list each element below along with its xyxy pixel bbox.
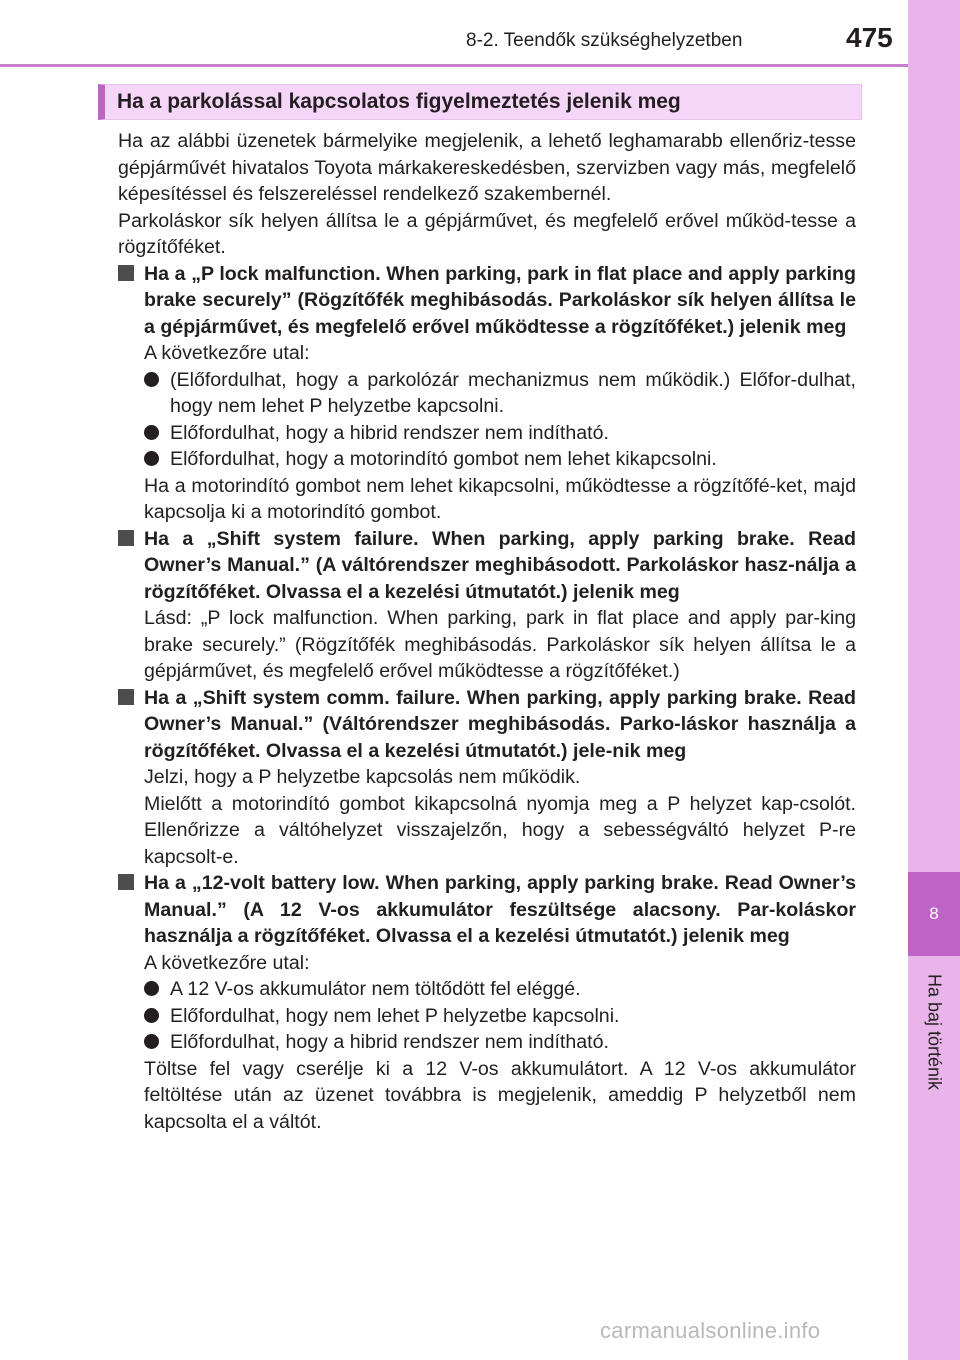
round-bullet-icon: [144, 1008, 159, 1023]
message-heading: Ha a „Shift system comm. failure. When parking, apply parking brake. Read Owner’s Manual.” (Váltórendszer meghibásodás. Parko-láskor használja a rögzítőféket. Olvassa el a kezelési útmutatót.) jele-nik meg: [144, 686, 856, 762]
side-tab-chapter-label: Ha baj történik: [924, 973, 945, 1091]
header-divider: [0, 64, 908, 67]
message-lead: A következőre utal:: [144, 342, 310, 364]
message-paragraph: Ha a motorindító gombot nem lehet kikapcsolni, működtesse a rögzítőfé-ket, majd kapcsolja ki a motorindító gombot.: [144, 474, 856, 523]
message-paragraph: Töltse fel vagy cserélje ki a 12 V-os akkumulátort. A 12 V-os akkumulátor feltöltése után az üzenet továbbra is megjelenik, ameddig P helyzetből nem kapcsolta el a váltót.: [144, 1057, 856, 1133]
message-heading: Ha a „Shift system failure. When parking, apply parking brake. Read Owner’s Manual.” (A váltórendszer meghibásodott. Parkoláskor hasz-nálja a rögzítőféket. Olvassa el a kezelési útmutatót.) jelenik meg: [144, 527, 856, 603]
side-tab-chapter-number: 8: [929, 904, 939, 923]
bullet-text: Előfordulhat, hogy a motorindító gombot nem lehet kikapcsolni.: [170, 448, 717, 470]
message-block: [118, 870, 856, 1135]
section-body: [118, 128, 856, 1135]
intro-paragraph: Parkoláskor sík helyen állítsa le a gépjárművet, és megfelelő erővel működ-tesse a rögzítőféket.: [118, 209, 856, 258]
message-block: [118, 526, 856, 685]
bullet-item: [144, 446, 856, 473]
bullet-text: (Előfordulhat, hogy a parkolózár mechanizmus nem működik.) Előfor-dulhat, hogy nem lehet P helyzetbe kapcsolni.: [170, 368, 856, 417]
message-block: [118, 685, 856, 871]
message-block: [118, 261, 856, 526]
page-header: [0, 0, 908, 66]
bullet-item: [144, 1003, 856, 1030]
bullet-text: Előfordulhat, hogy a hibrid rendszer nem indítható.: [170, 421, 609, 444]
section-heading-box: [98, 84, 862, 120]
message-lead: A következőre utal:: [144, 951, 310, 974]
round-bullet-icon: [144, 425, 159, 440]
bullet-item: [144, 976, 856, 1003]
chapter-title: 8-2. Teendők szükséghelyzetben: [466, 30, 743, 51]
round-bullet-icon: [144, 981, 159, 996]
message-paragraph: Lásd: „P lock malfunction. When parking, park in flat place and apply par-king brake securely.” (Rögzítőfék meghibásodás. Parkoláskor sík helyen állítsa le a gépjárművet, és megfelelő erővel működtesse a rögzítőféket.): [144, 607, 856, 682]
bullet-item: [144, 367, 856, 420]
bullet-text: Előfordulhat, hogy a hibrid rendszer nem indítható.: [170, 1031, 609, 1053]
side-tab-band: [908, 0, 960, 1360]
square-bullet-icon: [118, 874, 134, 890]
page-number: 475: [846, 22, 893, 53]
square-bullet-icon: [118, 265, 134, 281]
section-title: Ha a parkolással kapcsolatos figyelmeztetés jelenik meg: [117, 90, 681, 113]
round-bullet-icon: [144, 451, 159, 466]
square-bullet-icon: [118, 689, 134, 705]
intro-paragraph: Ha az alábbi üzenetek bármelyike megjelenik, a lehető leghamarabb ellenőriz-tesse gépjárművét hivatalos Toyota márkakereskedésben, szervizben vagy más, megfelelő képesítéssel és felszereléssel rendelkező szakembernél.: [118, 130, 856, 205]
round-bullet-icon: [144, 372, 159, 387]
message-heading: Ha a „12-volt battery low. When parking, apply parking brake. Read Owner’s Manual.” (A 12 V-os akkumulátor feszültsége alacsony. Par-koláskor használja a rögzítőféket. Olvassa el a kezelési útmutatót.) jelenik meg: [144, 872, 856, 947]
side-tab-chapter-marker: [908, 872, 960, 956]
square-bullet-icon: [118, 530, 134, 546]
round-bullet-icon: [144, 1034, 159, 1049]
message-heading: Ha a „P lock malfunction. When parking, park in flat place and apply parking brake securely” (Rögzítőfék meghibásodás. Parkoláskor sík helyen állítsa le a gépjárművet, és megfelelő erővel működtesse a rögzítőféket.) jelenik meg: [144, 262, 856, 338]
site-watermark: carmanualsonline.info: [600, 1318, 821, 1343]
message-paragraph: Jelzi, hogy a P helyzetbe kapcsolás nem működik.: [144, 766, 581, 788]
bullet-item: [144, 420, 856, 447]
message-paragraph: Mielőtt a motorindító gombot kikapcsolná nyomja meg a P helyzet kap-csolót. Ellenőrizze a váltóhelyzet visszajelzőn, hogy a sebességváltó helyzet P-re kapcsolt-e.: [144, 792, 856, 868]
bullet-text: Előfordulhat, hogy nem lehet P helyzetbe kapcsolni.: [170, 1004, 620, 1027]
bullet-item: [144, 1029, 856, 1056]
bullet-text: A 12 V-os akkumulátor nem töltődött fel eléggé.: [170, 978, 581, 1000]
